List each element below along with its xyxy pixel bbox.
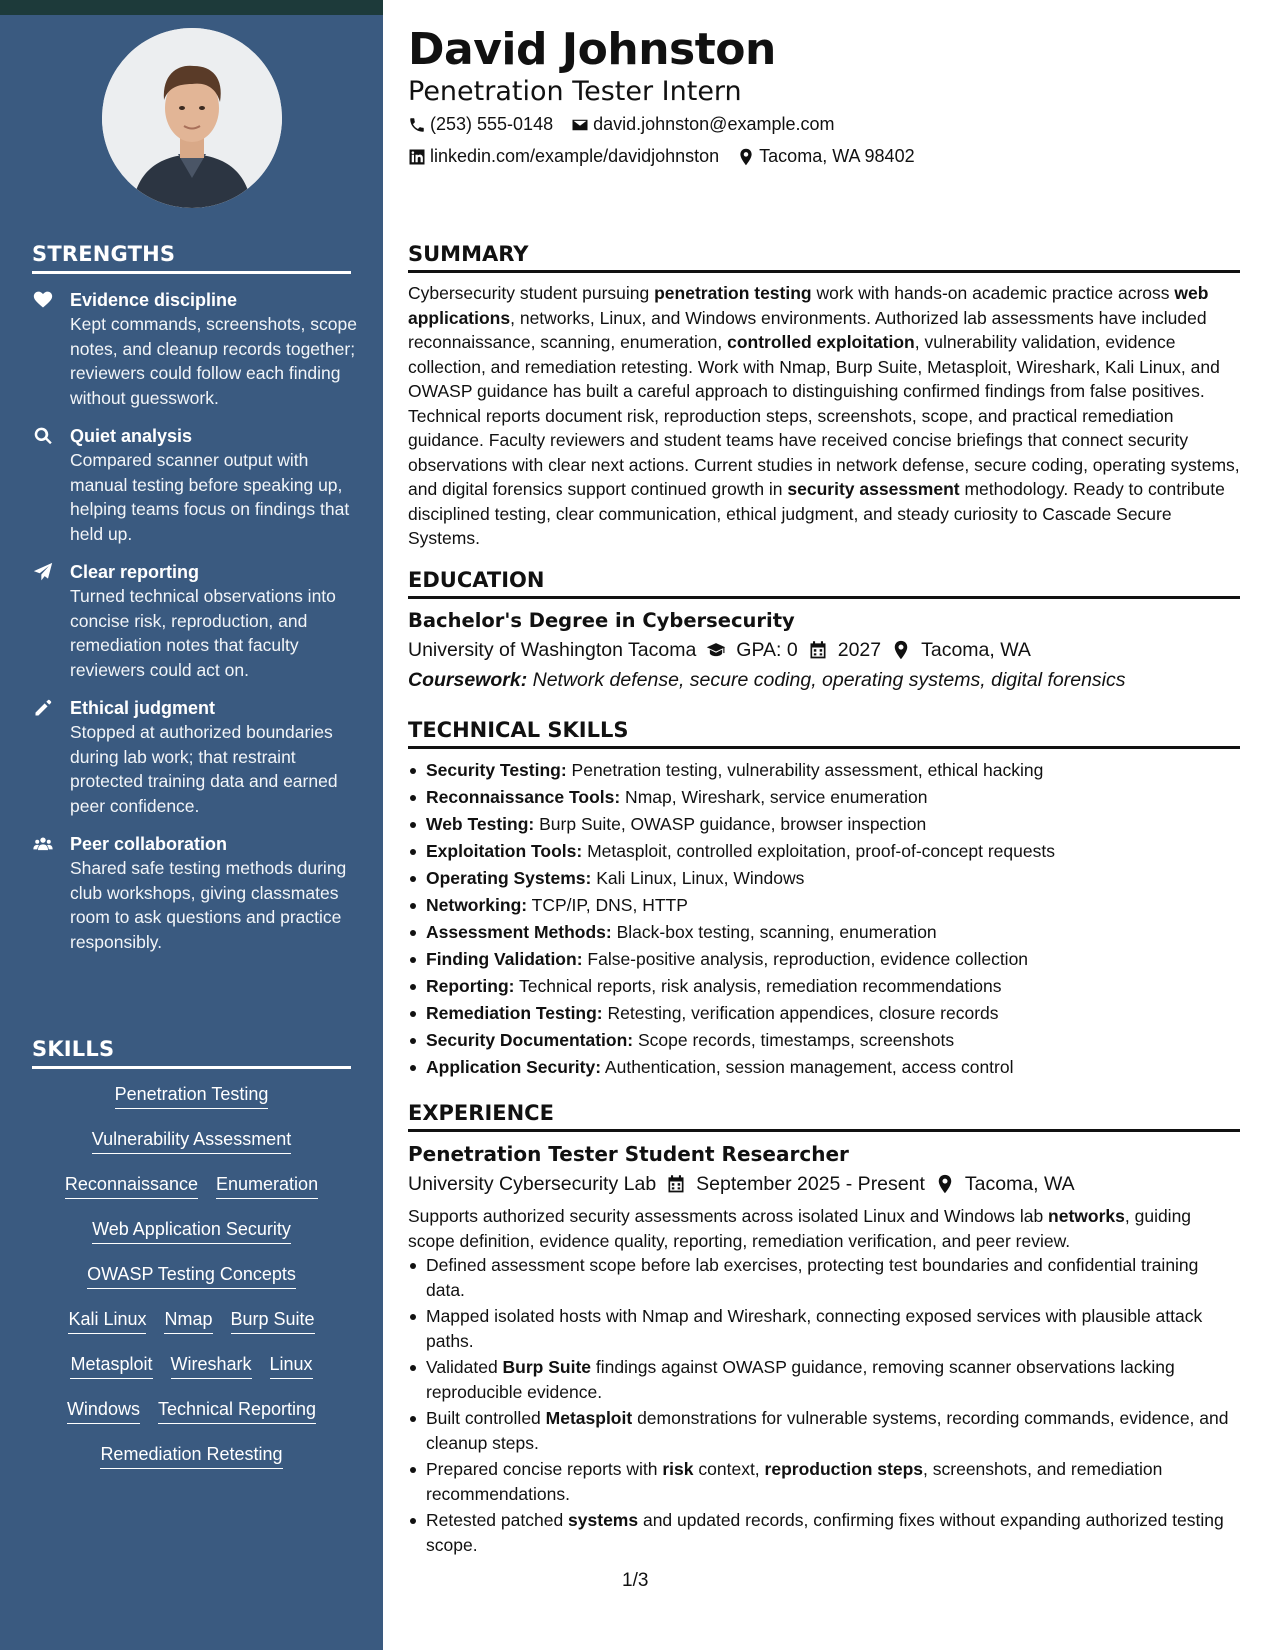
graduation-year: 2027: [837, 639, 882, 661]
bullet-text: Mapped isolated hosts with Nmap and Wireshark, connecting exposed services with plausible attack paths.: [426, 1306, 1203, 1351]
skill-label: Exploitation Tools:: [426, 841, 583, 861]
skill-tag: Web Application Security: [92, 1217, 291, 1244]
school-name: University of Washington Tacoma: [408, 639, 697, 661]
skill-label: Security Testing:: [426, 760, 567, 780]
candidate-role: Penetration Tester Intern: [408, 76, 742, 107]
skill-value: Black-box testing, scanning, enumeration: [611, 922, 937, 942]
list-item: [408, 1027, 1240, 1054]
skill-tag: Nmap: [164, 1307, 212, 1334]
coursework: [408, 665, 1240, 695]
skill-value: Burp Suite, OWASP guidance, browser inspection: [534, 814, 927, 834]
bullet-text: Defined assessment scope before lab exercises, protecting test boundaries and confidential training data.: [426, 1255, 1199, 1300]
list-item: [408, 811, 1240, 838]
summary-part: , vulnerability validation, evidence collection, and remediation retesting. Work with Nmap, Burp Suite, Metasploit, Wireshark, Kali Linux, and OWASP guidance has built a careful approach to distinguishing confirmed findings from false positives. Technical reports document risk, reproduction steps, screenshots, scope, and practical remediation guidance. Faculty reviewers and student teams have received concise briefings that connect security observations with clear next actions. Current studies in network defense, secure coding, operating systems, and digital forensics support continued growth in: [408, 332, 1240, 499]
bullet-bold: reproduction steps: [764, 1459, 924, 1479]
linkedin-icon: [408, 148, 426, 166]
list-item: [408, 1355, 1240, 1404]
list-item: [408, 1406, 1240, 1455]
phone-icon: [408, 116, 426, 134]
job-location: Tacoma, WA: [964, 1173, 1075, 1195]
skill-value: TCP/IP, DNS, HTTP: [527, 895, 688, 915]
skill-label: Finding Validation:: [426, 949, 583, 969]
skill-label: Reconnaissance Tools:: [426, 787, 621, 807]
calendar-icon: [666, 1174, 686, 1194]
bullet-text: and updated records, confirming fixes without expanding authorized testing scope.: [426, 1510, 1224, 1555]
email-item[interactable]: [571, 114, 834, 135]
map-pin-icon: [891, 640, 911, 660]
education-location: Tacoma, WA: [921, 639, 1031, 661]
gpa: GPA: 0: [736, 639, 798, 661]
skill-tag: Metasploit: [70, 1352, 152, 1379]
skill-label: Operating Systems:: [426, 868, 592, 888]
skill-label: Security Documentation:: [426, 1030, 634, 1050]
skill-label: Assessment Methods:: [426, 922, 612, 942]
strength-item: [30, 832, 360, 954]
strength-desc: Shared safe testing methods during club workshops, giving classmates room to ask questions and practice responsibly.: [70, 858, 347, 952]
coursework-text: Network defense, secure coding, operating systems, digital forensics: [527, 669, 1126, 691]
list-item: [408, 892, 1240, 919]
skill-tag: OWASP Testing Concepts: [87, 1262, 296, 1289]
skill-tag: Burp Suite: [231, 1307, 315, 1334]
skill-tag: Kali Linux: [68, 1307, 146, 1334]
skill-tag: Enumeration: [216, 1172, 318, 1199]
list-item: [408, 1000, 1240, 1027]
list-item: [408, 784, 1240, 811]
summary-bold: security assessment: [787, 479, 960, 499]
pencil-icon: [30, 696, 70, 818]
experience-bullets: [408, 1253, 1240, 1557]
summary-part: Cybersecurity student pursuing: [408, 283, 655, 303]
bullet-text: context,: [693, 1459, 765, 1479]
skill-value: Scope records, timestamps, screenshots: [633, 1030, 955, 1050]
skill-label: Application Security:: [426, 1057, 602, 1077]
strength-desc: Turned technical observations into concise risk, reproduction, and remediation notes that faculty reviewers could act on.: [70, 586, 336, 680]
skill-tag: Remediation Retesting: [100, 1442, 282, 1469]
linkedin-item[interactable]: [408, 146, 719, 167]
employer: University Cybersecurity Lab: [408, 1173, 657, 1195]
experience-section: [408, 1101, 1240, 1559]
list-item: [408, 973, 1240, 1000]
sidebar-top-bar: [0, 0, 383, 15]
summary-part: , networks, Linux, and Windows environments. Authorized lab assessments have included reconnaissance, scanning, enumeration,: [408, 307, 1207, 352]
list-item: [408, 946, 1240, 973]
technical-skills-list: [408, 757, 1240, 1081]
job-title: Penetration Tester Student Researcher: [408, 1142, 849, 1166]
summary-bold: penetration testing: [654, 283, 812, 303]
map-pin-icon: [935, 1174, 955, 1194]
skill-tag: Reconnaissance: [65, 1172, 198, 1199]
skill-tag: Windows: [67, 1397, 140, 1424]
summary-section: [408, 242, 1240, 551]
list-item: [408, 865, 1240, 892]
list-item: [408, 1304, 1240, 1353]
skill-value: Nmap, Wireshark, service enumeration: [620, 787, 928, 807]
skill-label: Networking:: [426, 895, 528, 915]
candidate-name: David Johnston: [408, 24, 776, 75]
bullet-bold: systems: [568, 1510, 639, 1530]
skill-tag: Technical Reporting: [158, 1397, 316, 1424]
strength-item: [30, 696, 360, 818]
skills-heading: SKILLS: [32, 1037, 351, 1069]
strength-item: [30, 288, 360, 410]
skill-tag: Penetration Testing: [115, 1082, 269, 1109]
job-dates: September 2025 - Present: [696, 1173, 925, 1195]
envelope-icon: [571, 116, 589, 134]
bullet-bold: Burp Suite: [502, 1357, 592, 1377]
summary-part: , guiding scope definition, evidence quality, reporting, remediation verification, and peer review.: [408, 1206, 1192, 1251]
strength-item: [30, 560, 360, 682]
summary-part: Supports authorized security assessments across isolated Linux and Windows lab: [408, 1206, 1049, 1226]
list-item: [408, 1508, 1240, 1557]
summary-bold: networks: [1048, 1206, 1125, 1226]
strengths-heading: STRENGTHS: [32, 242, 351, 274]
skill-label: Web Testing:: [426, 814, 535, 834]
phone-text: (253) 555-0148: [430, 114, 554, 134]
heart-icon: [30, 288, 70, 410]
skill-value: Authentication, session management, access control: [601, 1057, 1014, 1077]
graduation-cap-icon: [706, 640, 726, 660]
sidebar: [0, 0, 383, 1650]
education-heading: EDUCATION: [408, 568, 1240, 599]
bullet-text: Prepared concise reports with: [426, 1459, 663, 1479]
search-icon: [30, 424, 70, 546]
skill-value: False-positive analysis, reproduction, evidence collection: [582, 949, 1029, 969]
users-icon: [30, 832, 70, 954]
list-item: [408, 1054, 1240, 1081]
map-pin-icon: [737, 148, 755, 166]
calendar-icon: [808, 640, 828, 660]
strength-desc: Kept commands, screenshots, scope notes, and cleanup records together; reviewers could follow each finding without guesswork.: [70, 314, 357, 408]
strengths-list: [30, 288, 360, 968]
skill-value: Metasploit, controlled exploitation, proof-of-concept requests: [582, 841, 1055, 861]
summary-bold: web applications: [408, 283, 1209, 328]
strength-title: Ethical judgment: [70, 698, 216, 718]
strength-desc: Compared scanner output with manual testing before speaking up, helping teams focus on findings that held up.: [70, 450, 350, 544]
education-details: [408, 635, 1240, 665]
skill-label: Remediation Testing:: [426, 1003, 603, 1023]
linkedin-text: linkedin.com/example/davidjohnston: [430, 146, 720, 166]
bullet-text: Retested patched: [426, 1510, 569, 1530]
skill-value: Technical reports, risk analysis, remediation recommendations: [514, 976, 1002, 996]
list-item: [408, 1253, 1240, 1302]
contact-row-2: [408, 146, 915, 167]
skill-value: Penetration testing, vulnerability assessment, ethical hacking: [566, 760, 1044, 780]
paper-plane-icon: [30, 560, 70, 682]
list-item: [408, 1457, 1240, 1506]
skill-tag: Linux: [270, 1352, 313, 1379]
strength-item: [30, 424, 360, 546]
list-item: [408, 757, 1240, 784]
skill-value: Kali Linux, Linux, Windows: [591, 868, 805, 888]
strength-desc: Stopped at authorized boundaries during lab work; that restraint protected training data and earned peer confidence.: [70, 722, 338, 816]
skill-label: Reporting:: [426, 976, 515, 996]
avatar: [102, 28, 282, 208]
location-item: [737, 146, 914, 167]
summary-part: work with hands-on academic practice across: [811, 283, 1175, 303]
job-summary: [408, 1204, 1240, 1253]
bullet-text: Built controlled: [426, 1408, 546, 1428]
coursework-label: Coursework:: [408, 669, 528, 691]
contact-row-1: [408, 114, 835, 135]
location-text: Tacoma, WA 98402: [759, 146, 915, 166]
skill-value: Retesting, verification appendices, closure records: [602, 1003, 999, 1023]
page-number: 1/3: [622, 1570, 649, 1591]
experience-heading: EXPERIENCE: [408, 1101, 1240, 1132]
list-item: [408, 838, 1240, 865]
email-text: david.johnston@example.com: [593, 114, 835, 134]
list-item: [408, 919, 1240, 946]
skills-tags: [32, 1082, 351, 1487]
bullet-bold: Metasploit: [545, 1408, 633, 1428]
bullet-text: findings against OWASP guidance, removing scanner observations lacking reproducible evidence.: [426, 1357, 1175, 1402]
job-details: [408, 1168, 1240, 1200]
education-section: [408, 568, 1240, 695]
strength-title: Quiet analysis: [70, 426, 193, 446]
summary-bold: controlled exploitation: [727, 332, 915, 352]
degree-title: Bachelor's Degree in Cybersecurity: [408, 609, 795, 632]
phone-item[interactable]: [408, 114, 553, 135]
summary-part: methodology. Ready to contribute disciplined testing, clear communication, ethical judgment, and steady curiosity to Cascade Secure Systems.: [408, 479, 1225, 548]
strength-title: Peer collaboration: [70, 834, 228, 854]
bullet-text: , screenshots, and remediation recommendations.: [426, 1459, 1163, 1504]
skill-tag: Vulnerability Assessment: [92, 1127, 291, 1154]
strength-title: Evidence discipline: [70, 290, 238, 310]
technical-skills-heading: TECHNICAL SKILLS: [408, 718, 1240, 749]
bullet-text: Validated: [426, 1357, 503, 1377]
technical-skills-section: [408, 718, 1240, 1081]
skill-tag: Wireshark: [171, 1352, 252, 1379]
bullet-bold: risk: [662, 1459, 694, 1479]
summary-heading: SUMMARY: [408, 242, 1240, 273]
bullet-text: demonstrations for vulnerable systems, recording commands, evidence, and cleanup steps.: [426, 1408, 1229, 1453]
summary-text: [408, 281, 1240, 551]
strength-title: Clear reporting: [70, 562, 200, 582]
